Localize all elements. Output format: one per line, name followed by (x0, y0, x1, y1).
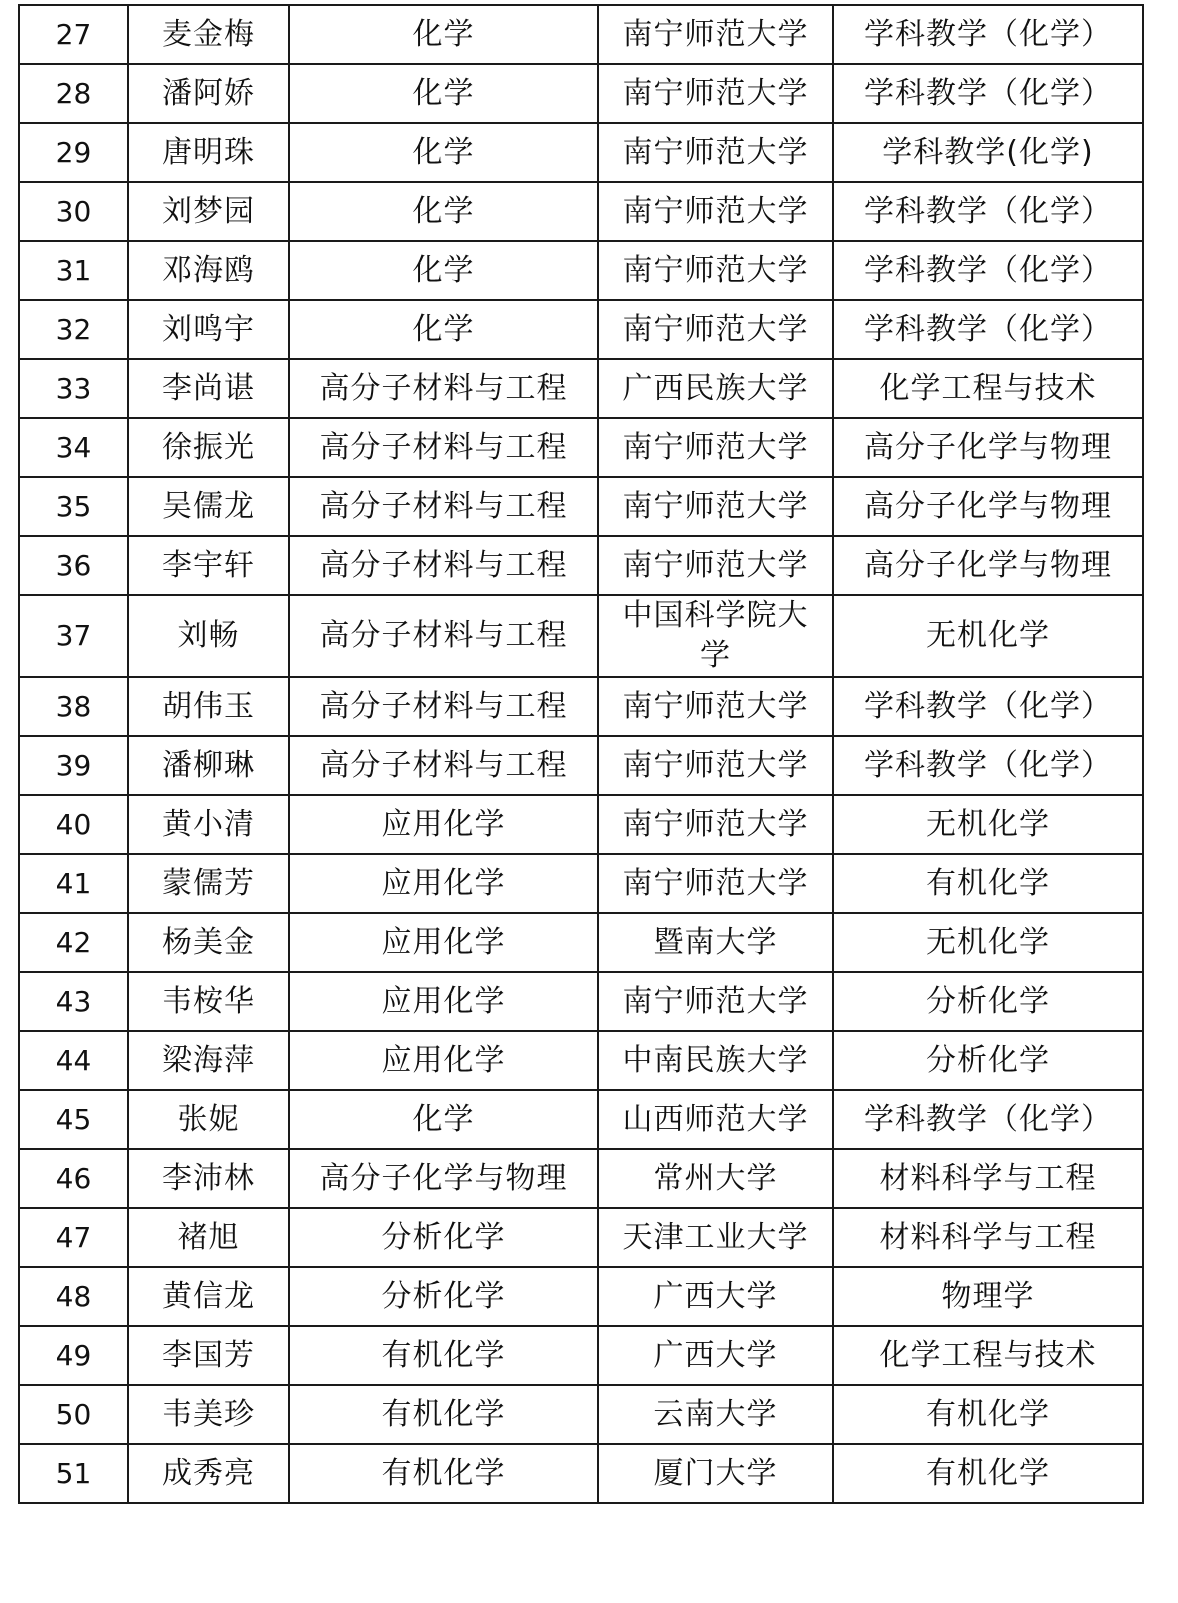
undergrad-major-cell: 高分子材料与工程 (289, 418, 598, 477)
undergrad-major-cell: 化学 (289, 182, 598, 241)
row-number-cell: 50 (19, 1385, 128, 1444)
admitted-school-cell: 南宁师范大学 (598, 477, 833, 536)
graduate-major-cell: 学科教学（化学） (833, 677, 1143, 736)
table-row (19, 182, 1143, 241)
undergrad-major-cell: 化学 (289, 241, 598, 300)
student-name-cell: 胡伟玉 (128, 677, 289, 736)
row-number-cell: 49 (19, 1326, 128, 1385)
admitted-school-cell: 中南民族大学 (598, 1031, 833, 1090)
table-row (19, 477, 1143, 536)
table-row (19, 5, 1143, 64)
table-row (19, 359, 1143, 418)
student-name-cell: 刘鸣宇 (128, 300, 289, 359)
undergrad-major-cell: 应用化学 (289, 913, 598, 972)
undergrad-major-cell: 高分子化学与物理 (289, 1149, 598, 1208)
table-row (19, 300, 1143, 359)
admitted-school-cell: 南宁师范大学 (598, 182, 833, 241)
undergrad-major-cell: 应用化学 (289, 1031, 598, 1090)
admitted-school-cell: 广西大学 (598, 1267, 833, 1326)
table-row (19, 241, 1143, 300)
student-name-cell: 李宇轩 (128, 536, 289, 595)
admitted-school-cell: 南宁师范大学 (598, 795, 833, 854)
row-number-cell: 32 (19, 300, 128, 359)
graduate-major-cell: 学科教学（化学） (833, 241, 1143, 300)
row-number-cell: 31 (19, 241, 128, 300)
student-name-cell: 唐明珠 (128, 123, 289, 182)
undergrad-major-cell: 应用化学 (289, 854, 598, 913)
admission-roster-table (18, 4, 1144, 1504)
student-name-cell: 刘梦园 (128, 182, 289, 241)
admitted-school-cell: 广西民族大学 (598, 359, 833, 418)
row-number-cell: 30 (19, 182, 128, 241)
admitted-school-cell: 南宁师范大学 (598, 418, 833, 477)
student-name-cell: 潘阿娇 (128, 64, 289, 123)
table-row (19, 972, 1143, 1031)
table-row (19, 795, 1143, 854)
graduate-major-cell: 学科教学(化学) (833, 123, 1143, 182)
row-number-cell: 38 (19, 677, 128, 736)
graduate-major-cell: 无机化学 (833, 595, 1143, 677)
admitted-school-cell: 南宁师范大学 (598, 854, 833, 913)
undergrad-major-cell: 高分子材料与工程 (289, 736, 598, 795)
graduate-major-cell: 有机化学 (833, 854, 1143, 913)
graduate-major-cell: 物理学 (833, 1267, 1143, 1326)
undergrad-major-cell: 化学 (289, 1090, 598, 1149)
table-row (19, 1031, 1143, 1090)
admitted-school-cell: 广西大学 (598, 1326, 833, 1385)
student-name-cell: 蒙儒芳 (128, 854, 289, 913)
graduate-major-cell: 学科教学（化学） (833, 300, 1143, 359)
student-name-cell: 潘柳琳 (128, 736, 289, 795)
student-name-cell: 黄小清 (128, 795, 289, 854)
graduate-major-cell: 高分子化学与物理 (833, 477, 1143, 536)
student-name-cell: 邓海鸥 (128, 241, 289, 300)
student-name-cell: 张妮 (128, 1090, 289, 1149)
admitted-school-cell: 山西师范大学 (598, 1090, 833, 1149)
graduate-major-cell: 学科教学（化学） (833, 1090, 1143, 1149)
undergrad-major-cell: 有机化学 (289, 1444, 598, 1503)
row-number-cell: 28 (19, 64, 128, 123)
graduate-major-cell: 材料科学与工程 (833, 1149, 1143, 1208)
table-row (19, 418, 1143, 477)
undergrad-major-cell: 高分子材料与工程 (289, 359, 598, 418)
row-number-cell: 39 (19, 736, 128, 795)
table-row (19, 536, 1143, 595)
row-number-cell: 33 (19, 359, 128, 418)
table-row (19, 677, 1143, 736)
graduate-major-cell: 有机化学 (833, 1385, 1143, 1444)
undergrad-major-cell: 应用化学 (289, 795, 598, 854)
graduate-major-cell: 无机化学 (833, 913, 1143, 972)
graduate-major-cell: 学科教学（化学） (833, 736, 1143, 795)
student-name-cell: 褚旭 (128, 1208, 289, 1267)
student-name-cell: 杨美金 (128, 913, 289, 972)
row-number-cell: 42 (19, 913, 128, 972)
student-name-cell: 麦金梅 (128, 5, 289, 64)
row-number-cell: 45 (19, 1090, 128, 1149)
student-name-cell: 吴儒龙 (128, 477, 289, 536)
row-number-cell: 29 (19, 123, 128, 182)
table-row (19, 123, 1143, 182)
student-name-cell: 李尚谌 (128, 359, 289, 418)
row-number-cell: 36 (19, 536, 128, 595)
row-number-cell: 48 (19, 1267, 128, 1326)
student-name-cell: 黄信龙 (128, 1267, 289, 1326)
undergrad-major-cell: 分析化学 (289, 1208, 598, 1267)
table-row (19, 1444, 1143, 1503)
row-number-cell: 37 (19, 595, 128, 677)
graduate-major-cell: 高分子化学与物理 (833, 418, 1143, 477)
undergrad-major-cell: 高分子材料与工程 (289, 477, 598, 536)
table-row (19, 1208, 1143, 1267)
admitted-school-cell: 南宁师范大学 (598, 736, 833, 795)
table-row (19, 595, 1143, 677)
admitted-school-cell: 暨南大学 (598, 913, 833, 972)
student-name-cell: 刘畅 (128, 595, 289, 677)
graduate-major-cell: 学科教学（化学） (833, 5, 1143, 64)
admitted-school-cell: 南宁师范大学 (598, 300, 833, 359)
student-name-cell: 梁海萍 (128, 1031, 289, 1090)
graduate-major-cell: 学科教学（化学） (833, 182, 1143, 241)
roster-table-body (19, 5, 1143, 1503)
undergrad-major-cell: 化学 (289, 5, 598, 64)
undergrad-major-cell: 有机化学 (289, 1385, 598, 1444)
admitted-school-cell: 天津工业大学 (598, 1208, 833, 1267)
student-name-cell: 李沛林 (128, 1149, 289, 1208)
table-row (19, 1149, 1143, 1208)
admitted-school-cell: 南宁师范大学 (598, 241, 833, 300)
row-number-cell: 43 (19, 972, 128, 1031)
row-number-cell: 51 (19, 1444, 128, 1503)
graduate-major-cell: 无机化学 (833, 795, 1143, 854)
row-number-cell: 44 (19, 1031, 128, 1090)
graduate-major-cell: 高分子化学与物理 (833, 536, 1143, 595)
row-number-cell: 34 (19, 418, 128, 477)
undergrad-major-cell: 化学 (289, 300, 598, 359)
graduate-major-cell: 分析化学 (833, 972, 1143, 1031)
undergrad-major-cell: 高分子材料与工程 (289, 595, 598, 677)
table-row (19, 1326, 1143, 1385)
student-name-cell: 韦美珍 (128, 1385, 289, 1444)
student-name-cell: 徐振光 (128, 418, 289, 477)
admitted-school-cell: 南宁师范大学 (598, 677, 833, 736)
row-number-cell: 41 (19, 854, 128, 913)
admitted-school-cell: 云南大学 (598, 1385, 833, 1444)
table-row (19, 1385, 1143, 1444)
row-number-cell: 27 (19, 5, 128, 64)
undergrad-major-cell: 分析化学 (289, 1267, 598, 1326)
undergrad-major-cell: 化学 (289, 64, 598, 123)
admitted-school-cell: 南宁师范大学 (598, 5, 833, 64)
admitted-school-cell: 中国科学院大学 (598, 595, 833, 677)
row-number-cell: 47 (19, 1208, 128, 1267)
graduate-major-cell: 学科教学（化学） (833, 64, 1143, 123)
admitted-school-cell: 南宁师范大学 (598, 64, 833, 123)
student-name-cell: 韦桉华 (128, 972, 289, 1031)
graduate-major-cell: 化学工程与技术 (833, 359, 1143, 418)
table-row (19, 736, 1143, 795)
table-row (19, 1267, 1143, 1326)
row-number-cell: 35 (19, 477, 128, 536)
admitted-school-cell: 厦门大学 (598, 1444, 833, 1503)
graduate-major-cell: 有机化学 (833, 1444, 1143, 1503)
admitted-school-cell: 常州大学 (598, 1149, 833, 1208)
table-row (19, 64, 1143, 123)
graduate-major-cell: 材料科学与工程 (833, 1208, 1143, 1267)
admitted-school-cell: 南宁师范大学 (598, 536, 833, 595)
admitted-school-cell: 南宁师范大学 (598, 972, 833, 1031)
student-name-cell: 李国芳 (128, 1326, 289, 1385)
undergrad-major-cell: 应用化学 (289, 972, 598, 1031)
row-number-cell: 46 (19, 1149, 128, 1208)
row-number-cell: 40 (19, 795, 128, 854)
undergrad-major-cell: 有机化学 (289, 1326, 598, 1385)
table-row (19, 1090, 1143, 1149)
undergrad-major-cell: 高分子材料与工程 (289, 677, 598, 736)
table-row (19, 913, 1143, 972)
admitted-school-cell: 南宁师范大学 (598, 123, 833, 182)
graduate-major-cell: 分析化学 (833, 1031, 1143, 1090)
graduate-major-cell: 化学工程与技术 (833, 1326, 1143, 1385)
table-row (19, 854, 1143, 913)
undergrad-major-cell: 化学 (289, 123, 598, 182)
student-name-cell: 成秀亮 (128, 1444, 289, 1503)
undergrad-major-cell: 高分子材料与工程 (289, 536, 598, 595)
